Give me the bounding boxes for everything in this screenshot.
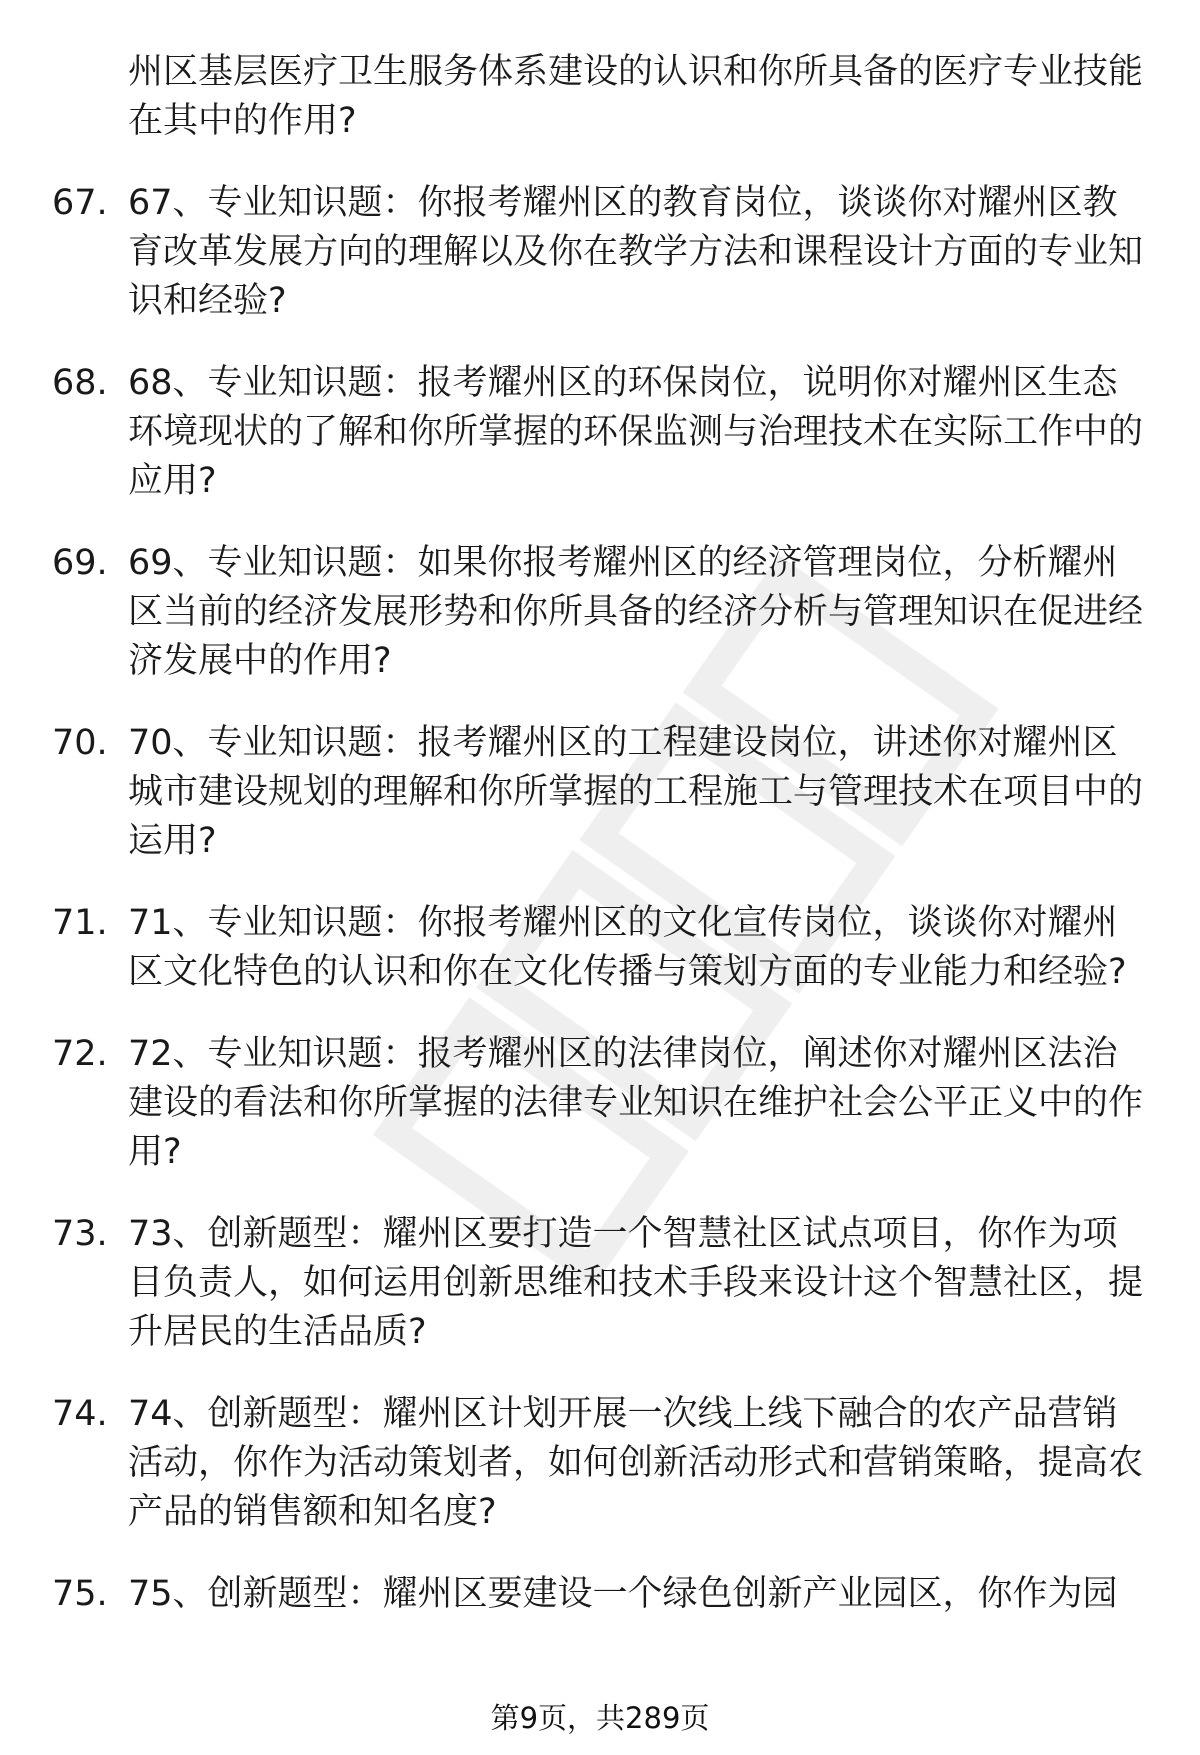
item-number: 67.: [52, 183, 108, 223]
page-footer: [0, 1700, 1200, 1736]
item-text: 71、专业知识题：你报考耀州区的文化宣传岗位，谈谈你对耀州区文化特色的认识和你在文化传播与策划方面的专业能力和经验?: [128, 903, 1127, 992]
list-item: [0, 1030, 1200, 1177]
item-number: 71.: [52, 903, 108, 943]
item-text: 73、创新题型：耀州区要打造一个智慧社区试点项目，你作为项目负责人，如何运用创新思维和技术手段来设计这个智慧社区，提升居民的生活品质?: [128, 1214, 1144, 1352]
item-number: 72.: [52, 1034, 108, 1074]
item-number: 75.: [52, 1574, 108, 1614]
list-item: [0, 359, 1200, 506]
list-item: [0, 1570, 1200, 1619]
item-text: 67、专业知识题：你报考耀州区的教育岗位，谈谈你对耀州区教育改革发展方向的理解以及你在教学方法和课程设计方面的专业知识和经验?: [128, 183, 1144, 321]
question-list: [0, 48, 1200, 1652]
continued-text: 州区基层医疗卫生服务体系建设的认识和你所具备的医疗专业技能在其中的作用?: [128, 52, 1144, 141]
list-item: [0, 1390, 1200, 1537]
item-text: 75、创新题型：耀州区要建设一个绿色创新产业园区，你作为园: [128, 1574, 1118, 1614]
item-number: 68.: [52, 363, 108, 403]
item-text: 70、专业知识题：报考耀州区的工程建设岗位，讲述你对耀州区城市建设规划的理解和你所掌握的工程施工与管理技术在项目中的运用?: [128, 723, 1144, 861]
list-item: [0, 719, 1200, 866]
item-text: 68、专业知识题：报考耀州区的环保岗位，说明你对耀州区生态环境现状的了解和你所掌握的环保监测与治理技术在实际工作中的应用?: [128, 363, 1144, 501]
page-number: 第9页，共289页: [490, 1701, 710, 1735]
item-number: 69.: [52, 543, 108, 583]
list-item: [0, 179, 1200, 326]
list-item: [0, 899, 1200, 997]
continued-question-text: [0, 48, 1200, 146]
item-text: 74、创新题型：耀州区计划开展一次线上线下融合的农产品营销活动，你作为活动策划者，如何创新活动形式和营销策略，提高农产品的销售额和知名度?: [128, 1394, 1144, 1532]
list-item: [0, 539, 1200, 686]
item-number: 70.: [52, 723, 108, 763]
item-number: 74.: [52, 1394, 108, 1434]
item-text: 69、专业知识题：如果你报考耀州区的经济管理岗位，分析耀州区当前的经济发展形势和你所具备的经济分析与管理知识在促进经济发展中的作用?: [128, 543, 1144, 681]
list-item: [0, 1210, 1200, 1357]
item-number: 73.: [52, 1214, 108, 1254]
item-text: 72、专业知识题：报考耀州区的法律岗位，阐述你对耀州区法治建设的看法和你所掌握的法律专业知识在维护社会公平正义中的作用?: [128, 1034, 1144, 1172]
